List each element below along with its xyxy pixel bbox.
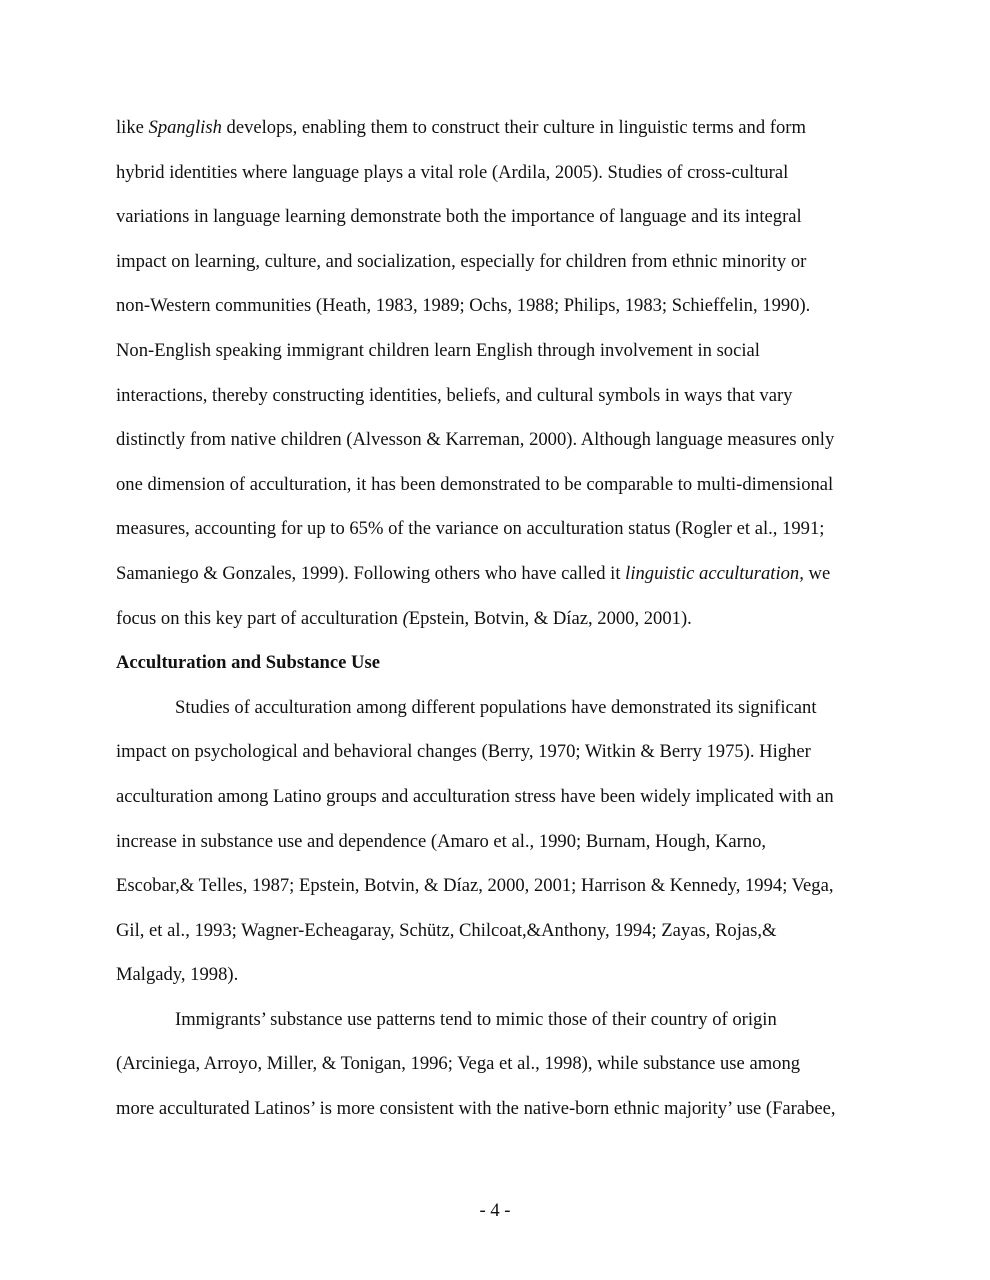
text-line-7: interactions, thereby constructing identities, beliefs, and cultural symbols in ways that vary xyxy=(116,384,793,406)
text-line-9: one dimension of acculturation, it has been demonstrated to be comparable to multi-dimensional xyxy=(116,473,834,495)
text-line-20: Malgady, 1998). xyxy=(116,964,239,986)
text-line-5: non-Western communities (Heath, 1983, 1989; Ochs, 1988; Philips, 1983; Schieffelin, 1990). xyxy=(116,295,811,317)
text-line-1: like Spanglish develops, enabling them to construct their culture in linguistic terms and form xyxy=(116,117,806,138)
text-line-22: (Arciniega, Arroyo, Miller, & Tonigan, 1996; Vega et al., 1998), while substance use among xyxy=(116,1053,801,1075)
text-line-21: Immigrants’ substance use patterns tend to mimic those of their country of origin xyxy=(175,1008,777,1030)
text-line-4: impact on learning, culture, and socialization, especially for children from ethnic minority or xyxy=(116,250,807,272)
text-line-2: hybrid identities where language plays a vital role (Ardila, 2005). Studies of cross-cultural xyxy=(116,161,789,183)
body-text xyxy=(116,106,876,1132)
text-line-12: focus on this key part of acculturation (Epstein, Botvin, & Díaz, 2000, 2001). xyxy=(116,607,692,629)
text-line-17: increase in substance use and dependence (Amaro et al., 1990; Burnam, Hough, Karno, xyxy=(116,830,767,852)
text-line-14: Studies of acculturation among different populations have demonstrated its significant xyxy=(175,696,817,718)
text-line-16: acculturation among Latino groups and acculturation stress have been widely implicated with an xyxy=(116,785,834,807)
section-heading: Acculturation and Substance Use xyxy=(116,652,380,674)
text-line-10: measures, accounting for up to 65% of the variance on acculturation status (Rogler et al., 1991; xyxy=(116,518,825,540)
text-line-11: Samaniego & Gonzales, 1999). Following others who have called it linguistic acculturation, we xyxy=(116,562,831,584)
text-line-23: more acculturated Latinos’ is more consistent with the native-born ethnic majority’ use (Farabee, xyxy=(116,1098,836,1120)
text-line-6: Non-English speaking immigrant children learn English through involvement in social xyxy=(116,339,760,361)
text-line-19: Gil, et al., 1993; Wagner-Echeagaray, Schütz, Chilcoat,&Anthony, 1994; Zayas, Rojas,& xyxy=(116,919,777,941)
text-line-15: impact on psychological and behavioral changes (Berry, 1970; Witkin & Berry 1975). Higher xyxy=(116,741,811,763)
text-line-18: Escobar,& Telles, 1987; Epstein, Botvin, & Díaz, 2000, 2001; Harrison & Kennedy, 1994; Vega, xyxy=(116,875,834,897)
text-line-8: distinctly from native children (Alvesson & Karreman, 2000). Although language measures only xyxy=(116,429,835,451)
text-line-3: variations in language learning demonstrate both the importance of language and its integral xyxy=(116,206,802,228)
page-number: - 4 - xyxy=(479,1200,511,1221)
